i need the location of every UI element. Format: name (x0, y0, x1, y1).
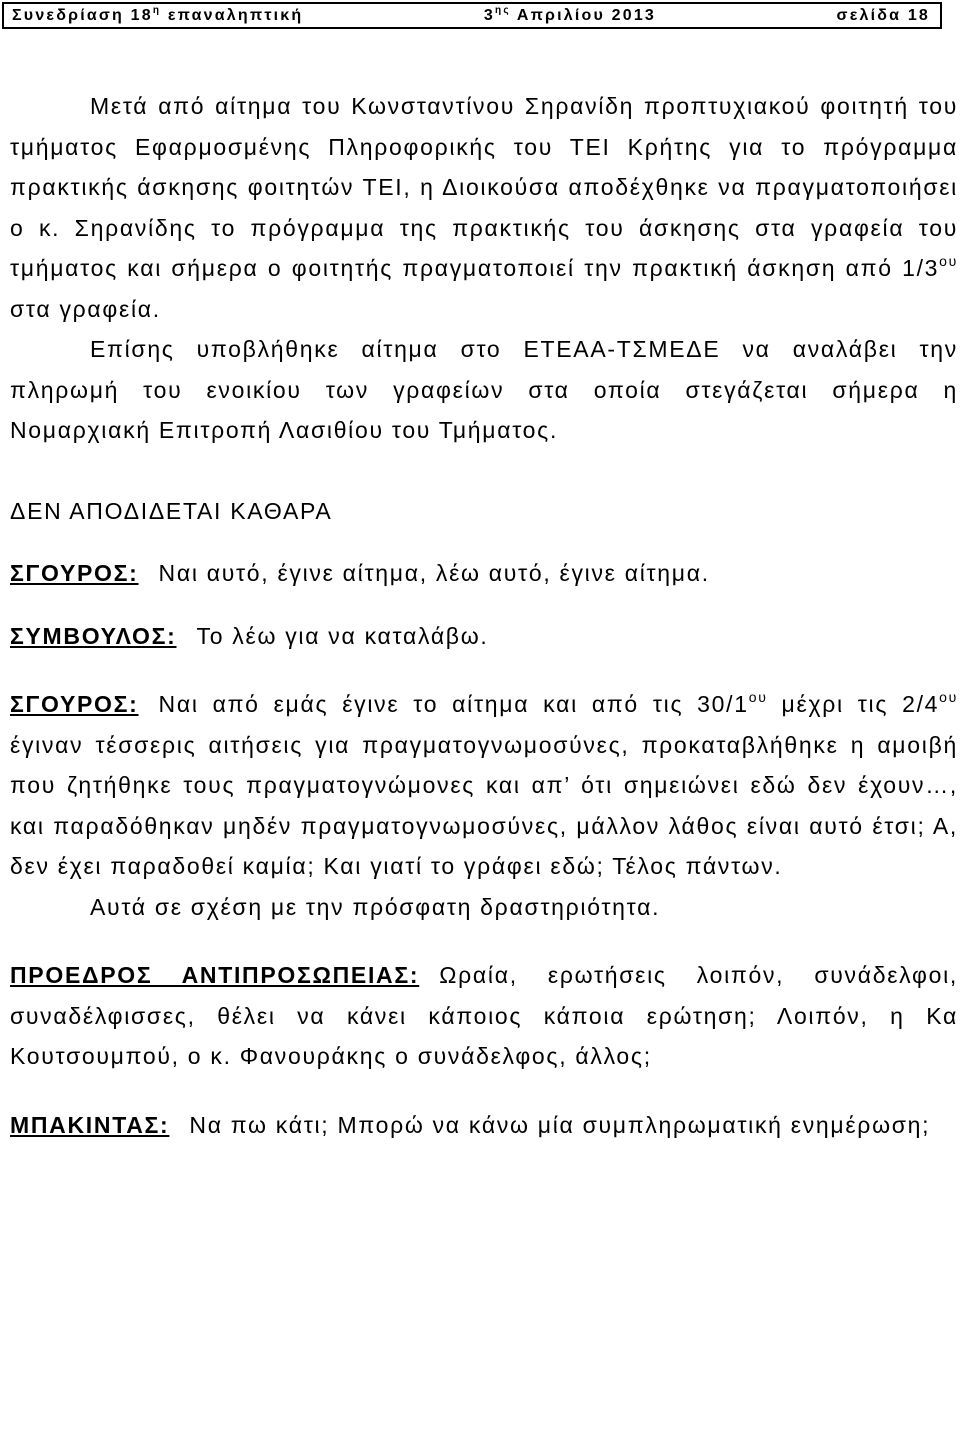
speaker-name: ΠΡΟΕΔΡΟΣ ΑΝΤΙΠΡΟΣΩΠΕΙΑΣ: (10, 962, 420, 988)
speaker-name: ΜΠΑΚΙΝΤΑΣ: (10, 1111, 170, 1138)
paragraph-intern: Μετά από αίτημα του Κωνσταντίνου Σηρανίδη προπτυχιακού φοιτητή του τμήματος Εφαρμοσμένης Πληροφορικής του ΤΕΙ Κρήτης για το πρόγραμμα πρακτικής άσκησης φοιτητών ΤΕΙ, η Διοικούσα αποδέχθηκε να πραγματοποιήσει ο κ. Σηρανίδης το πρόγραμμα της πρακτικής του άσκησης στα γραφεία του τμήματος και σήμερα ο φοιτητής πραγματοποιεί την πρακτική άσκηση από $1/3^{o\upsilon}$ στα γραφεία. (10, 93, 958, 322)
speaker-name: ΣΓΟΥΡΟΣ: (10, 560, 139, 586)
speaker-name: ΣΓΟΥΡΟΣ: (10, 691, 139, 717)
speech-sgouros-2-continued: Αυτά σε σχέση με την πρόσφατη δραστηριότητα. (90, 893, 661, 920)
speech-symvoulos: ΣΥΜΒΟΥΛΟΣ: Το λέω για να καταλάβω. (10, 622, 489, 649)
speech-bakintas: ΜΠΑΚΙΝΤΑΣ: Να πω κάτι; Μπορώ να κάνω μία συμπληρωματική ενημέρωση; (10, 1111, 931, 1138)
page-number: σελίδα 18 (836, 6, 931, 24)
inaudible-note: ΔΕΝ ΑΠΟΔΙΔΕΤΑΙ ΚΑΘΑΡΑ (10, 497, 333, 524)
page-header (2, 2, 942, 29)
session-label: Συνεδρίαση $18^\eta$ επαναληπτική (12, 4, 304, 24)
document-body (10, 86, 958, 1145)
speech-proedros: ΠΡΟΕΔΡΟΣ ΑΝΤΙΠΡΟΣΩΠΕΙΑΣ: Ωραία, ερωτήσεις λοιπόν, συνάδελφοι, συναδέλφισσες, θέλει να κάνει κάποιος κάποια ερώτηση; Λοιπόν, η Κα Κουτσουμπού, ο κ. Φανουράκης ο συνάδελφος, άλλος; (10, 962, 958, 1069)
paragraph-rent-request: Επίσης υποβλήθηκε αίτημα στο ΕΤΕΑΑ-ΤΣΜΕΔΕ να αναλάβει την πληρωμή του ενοικίου των γραφείων στα οποία στεγάζεται σήμερα η Νομαρχιακή Επιτροπή Λασιθίου του Τμήματος. (10, 336, 958, 443)
speech-sgouros-1: ΣΓΟΥΡΟΣ: Ναι αυτό, έγινε αίτημα, λέω αυτό, έγινε αίτημα. (10, 560, 710, 586)
speech-sgouros-2: ΣΓΟΥΡΟΣ: Ναι από εμάς έγινε το αίτημα και από τις $30/1^{o\upsilon}$ μέχρι τις $2/4^{o\upsilon}$ έγιναν τέσσερις αιτήσεις για πραγματογνωμοσύνες, προκαταβλήθηκε η αμοιβή που ζητήθηκε τους πραγματογνώμονες και απ’ ότι σημειώνει εδώ δεν έχουν…, και παραδόθηκαν μηδέν πραγματογνωμοσύνες, μάλλον λάθος είναι αυτό έτσι; Α, δεν έχει παραδοθεί καμία; Και γιατί το γράφει εδώ; Τέλος πάντων. (10, 689, 959, 879)
date-label: $3^{\eta\varsigma}$ Απριλίου 2013 (483, 4, 657, 24)
speaker-name: ΣΥΜΒΟΥΛΟΣ: (10, 622, 177, 649)
